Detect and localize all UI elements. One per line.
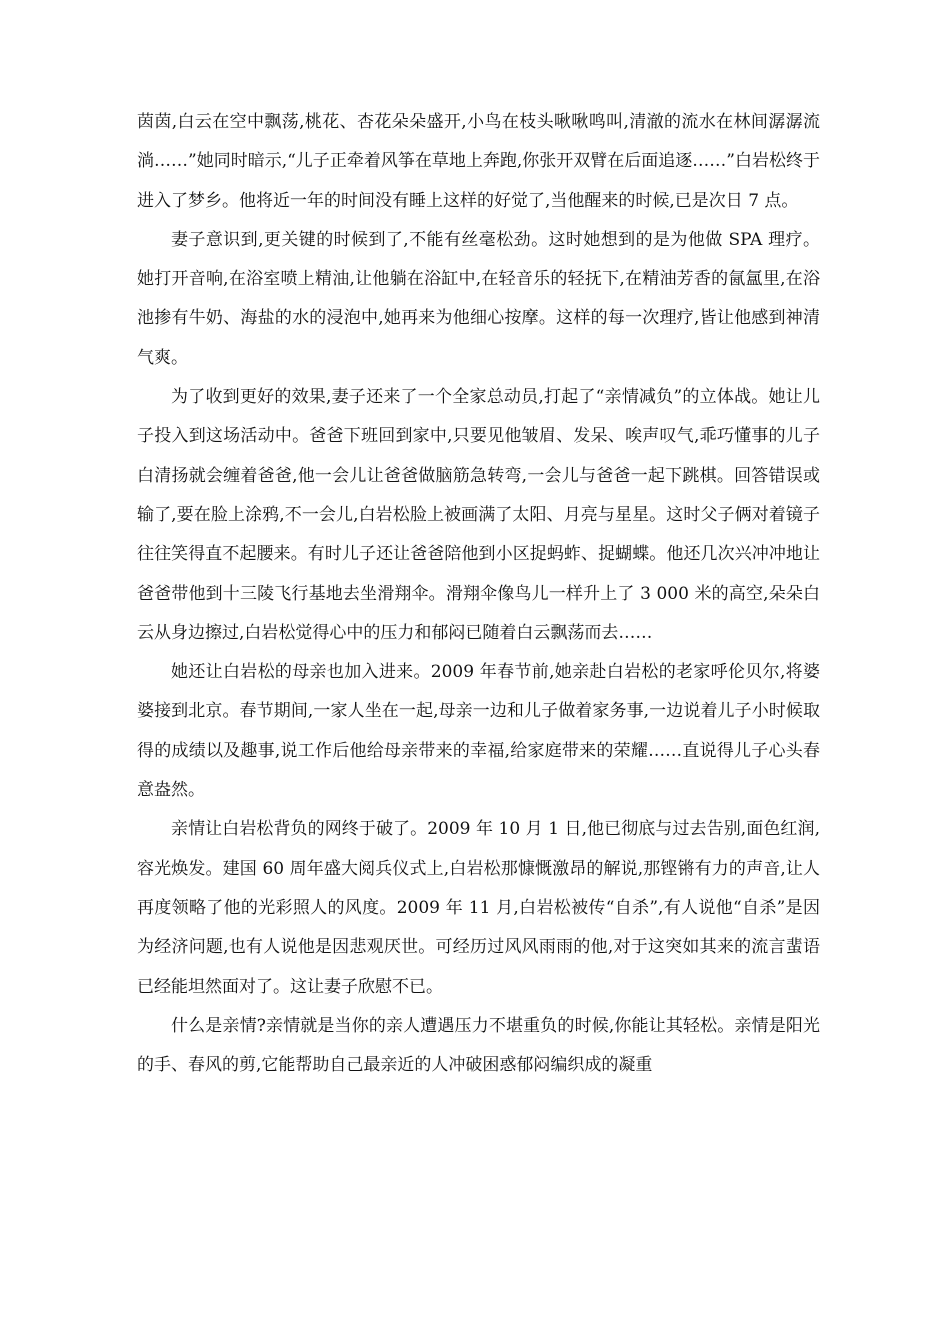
paragraph-6: 什么是亲情?亲情就是当你的亲人遭遇压力不堪重负的时候,你能让其轻松。亲情是阳光的手、春风的剪,它能帮助自己最亲近的人冲破困惑郁闷编织成的凝重 — [137, 1015, 820, 1076]
paragraph-4: 她还让白岩松的母亲也加入进来。2009 年春节前,她亲赴白岩松的老家呼伦贝尔,将婆婆接到北京。春节期间,一家人坐在一起,母亲一边和儿子做着家务事,一边说着儿子小时候取得的成绩以及趣事,说工作后他给母亲带来的幸福,给家庭带来的荣耀……直说得儿子心头春意盎然。 — [137, 662, 820, 801]
article-body — [137, 103, 820, 1085]
paragraph-5: 亲情让白岩松背负的网终于破了。2009 年 10 月 1 日,他已彻底与过去告别,面色红润,容光焕发。建国 60 周年盛大阅兵仪式上,白岩松那慷慨激昂的解说,那铿锵有力的声音,让人再度领略了他的光彩照人的风度。2009 年 11 月,白岩松被传“自杀”,有人说他“自杀”是因为经济问题,也有人说他是因悲观厌世。可经历过风风雨雨的他,对于这突如其来的流言蜚语已经能坦然面对了。这让妻子欣慰不已。 — [137, 819, 820, 997]
paragraph-2: 妻子意识到,更关键的时候到了,不能有丝毫松劲。这时她想到的是为他做 SPA 理疗。她打开音响,在浴室喷上精油,让他躺在浴缸中,在轻音乐的轻抚下,在精油芳香的氤氲里,在浴池掺有牛奶、海盐的水的浸泡中,她再来为他细心按摩。这样的每一次理疗,皆让他感到神清气爽。 — [137, 229, 820, 368]
paragraph-3: 为了收到更好的效果,妻子还来了一个全家总动员,打起了“亲情减负”的立体战。她让儿子投入到这场活动中。爸爸下班回到家中,只要见他皱眉、发呆、唉声叹气,乖巧懂事的儿子白清扬就会缠着爸爸,他一会儿让爸爸做脑筋急转弯,一会儿与爸爸一起下跳棋。回答错误或输了,要在脸上涂鸦,不一会儿,白岩松脸上被画满了太阳、月亮与星星。这时父子俩对着镜子往往笑得直不起腰来。有时儿子还让爸爸陪他到小区捉蚂蚱、捉蝴蝶。他还几次兴冲冲地让爸爸带他到十三陵飞行基地去坐滑翔伞。滑翔伞像鸟儿一样升上了 3 000 米的高空,朵朵白云从身边擦过,白岩松觉得心中的压力和郁闷已随着白云飘荡而去…… — [137, 387, 820, 643]
paragraph-1: 茵茵,白云在空中飘荡,桃花、杏花朵朵盛开,小鸟在枝头啾啾鸣叫,清澈的流水在林间潺潺流淌……”她同时暗示,“儿子正牵着风筝在草地上奔跑,你张开双臂在后面追逐……”白岩松终于进入了梦乡。他将近一年的时间没有睡上这样的好觉了,当他醒来的时候,已是次日 7 点。 — [137, 112, 820, 211]
